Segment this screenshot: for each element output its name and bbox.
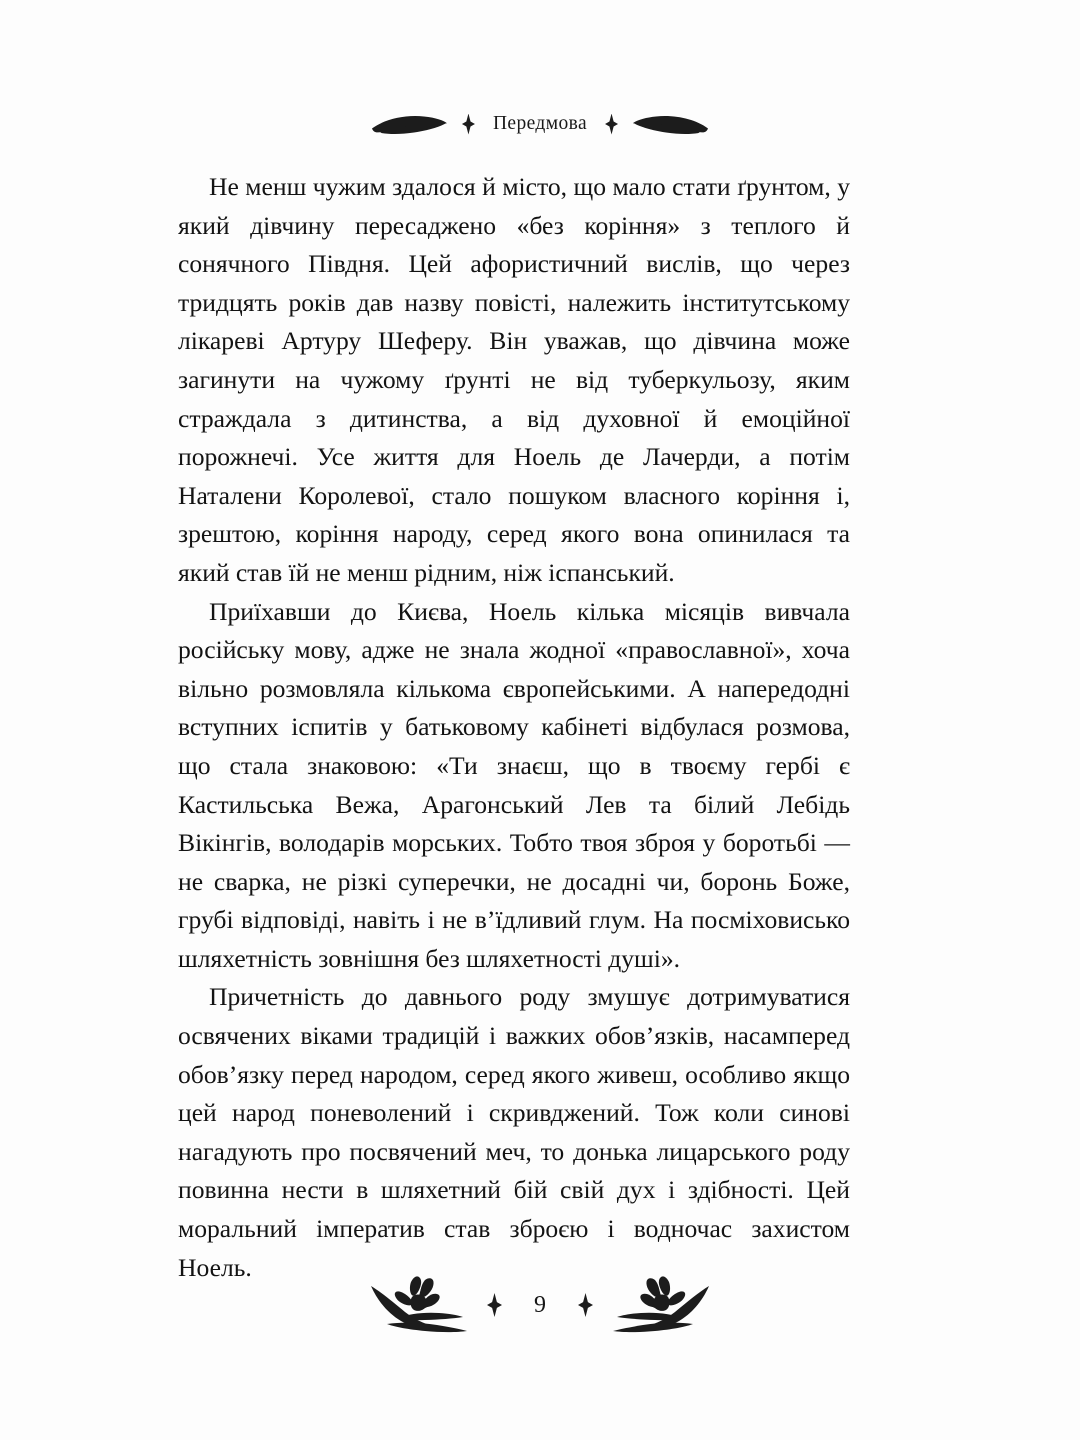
running-head [0, 103, 1080, 145]
paragraph: Причетність до давнього роду змушує дотримуватися освячених віками традицій і важких обов’язків, насамперед обов’язку перед народом, серед якого живеш, особливо якщо цей народ поневолений і скривджений. Тож коли синові нагадують про посвячений меч, то донька лицарського роду повинна нести в шляхетний бій свій дух і здібності. Цей моральний імператив став зброєю і водночас захистом Ноель. [178, 982, 850, 1282]
diamond-icon [605, 114, 618, 135]
leaf-ornament-icon [632, 111, 710, 137]
flower-ornament-icon [367, 1274, 471, 1336]
diamond-icon [462, 114, 475, 135]
page-footer [0, 1272, 1080, 1338]
leaf-ornament-icon [370, 111, 448, 137]
diamond-icon [578, 1293, 593, 1317]
diamond-icon [487, 1293, 502, 1317]
flower-ornament-icon [609, 1274, 713, 1336]
page-number: 9 [534, 1292, 546, 1318]
body-text-block [178, 168, 850, 1287]
paragraph: Не менш чужим здалося й місто, що мало стати ґрунтом, у який дівчину пересаджено «без коріння» з теплого й сонячного Півдня. Цей афористичний вислів, що через тридцять років дав назву повісті, належить інститутському лікареві Артуру Шеферу. Він уважав, що дівчина може загинути на чужому ґрунті не від туберкульозу, яким страждала з дитинства, а від духовної й емоційної порожнечі. Усе життя для Ноель де Лачерди, а потім Наталени Королевої, стало пошуком власного коріння і, зрештою, коріння народу, серед якого вона опинилася та який став їй не менш рідним, ніж іспанський. [178, 172, 850, 587]
running-head-title: Передмова [492, 113, 588, 135]
paragraph: Приїхавши до Києва, Ноель кілька місяців вивчала російську мову, адже не знала жодної «православної», хоча вільно розмовляла кількома європейськими. А напередодні вступних іспитів у батьковому кабінеті відбулася розмова, що стала знаковою: «Ти знаєш, що в твоєму гербі є Кастильська Вежа, Арагонський Лев та білий Лебідь Вікінгів, володарів морських. Тобто твоя зброя у боротьбі — не сварка, не різкі суперечки, не досадні чи, боронь Боже, грубі відповіді, навіть і не в’їдливий глум. На посміховисько шляхетність зовнішня без шляхетності душі». [178, 596, 850, 973]
